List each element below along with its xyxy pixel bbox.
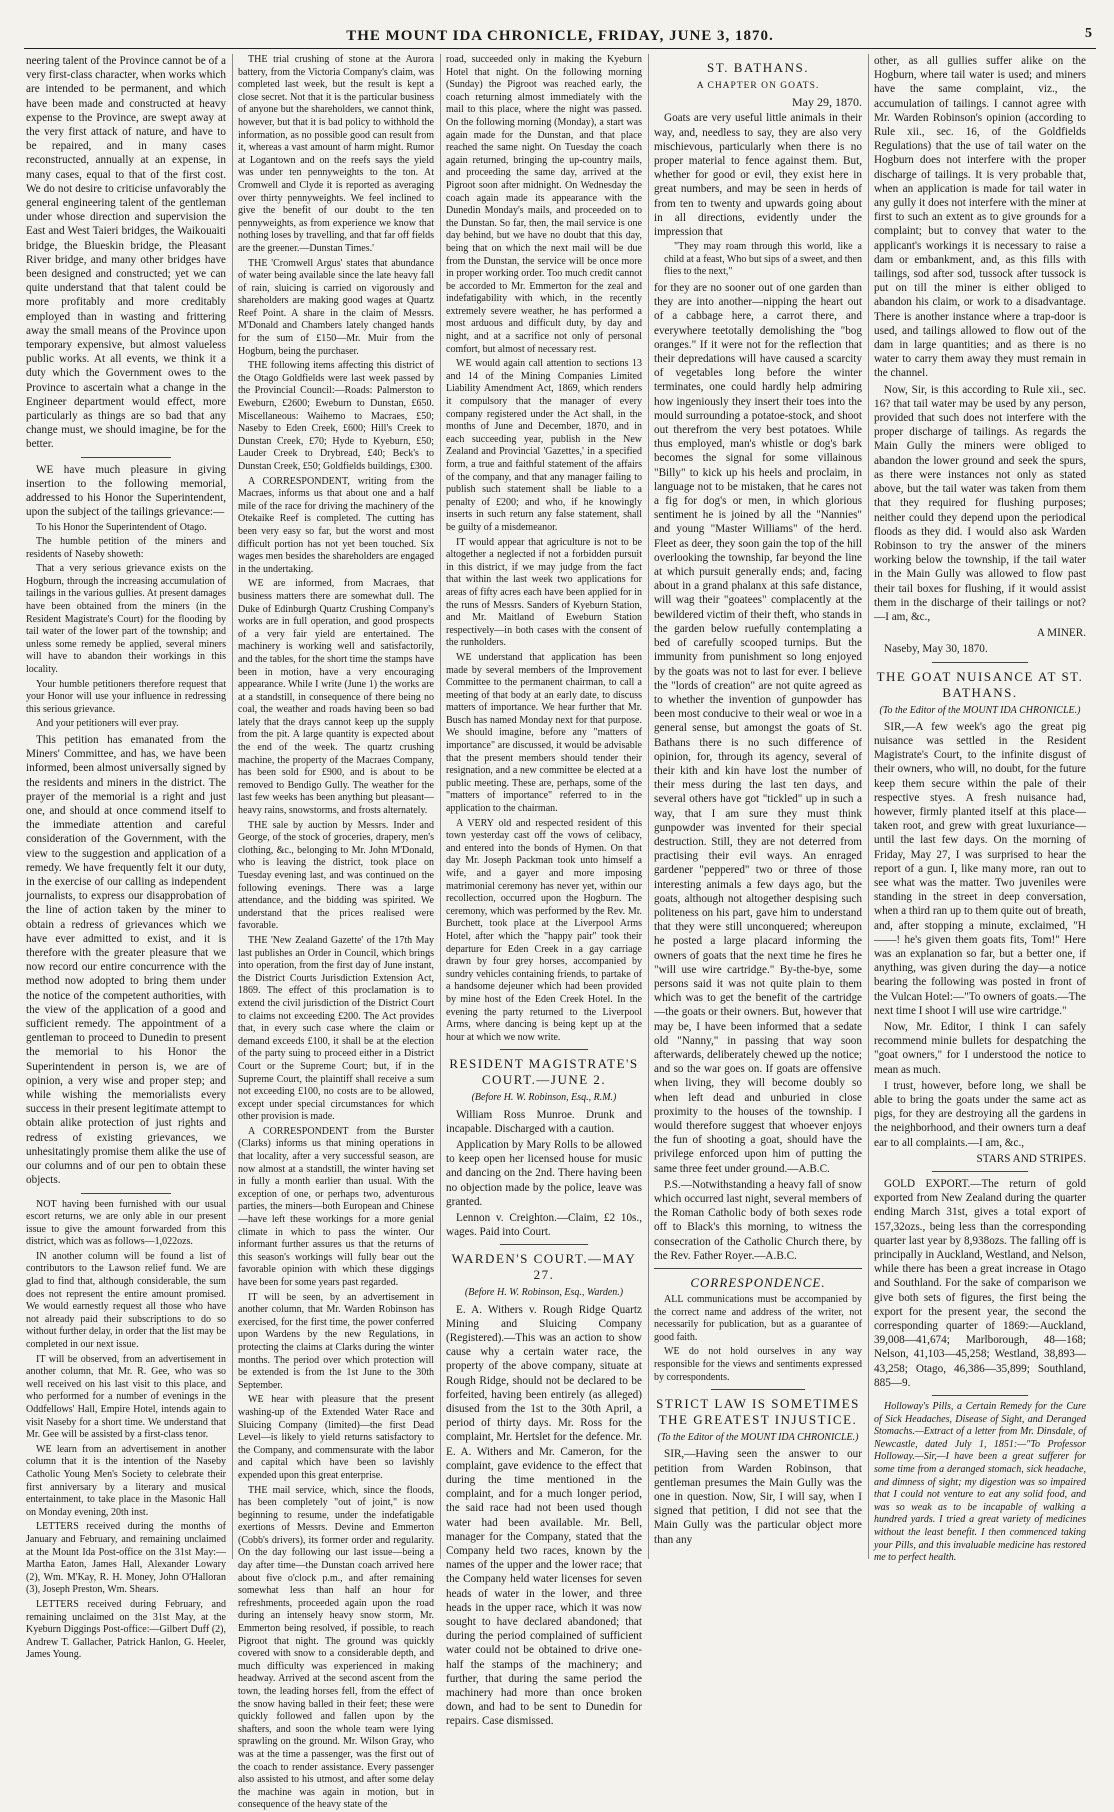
news-item: WE understand that application has been made by several members of the Improvement Committee to the permanent chairman, to call a meeting of that body at an early date, to discuss matters of importance. We hear further that Mr. Busch has named Monday next for that purpose. We should imagine, before any "matters of importance" are discussed, it would be advisable that the present members should tender their resignation, and a new committee be elected at a public meeting. These are, perhaps, some of the "matters of importance" referred to in the application to the chairman. [446,651,642,815]
verse-quote: "They may roam through this world, like a child at a feast, Who but sips of a sweet, and then flies to the next," [664,241,862,278]
news-item: IT will be seen, by an advertisement in another column, that Mr. Warden Robinson has exercised, for the first time, the power conferred upon Wardens by the new Regulations, in protecting the claims at Clarks during the winter months. The period over which protection will be extended is from the 1st June to the 30th September. [238,1291,434,1391]
article-paragraph: This petition has emanated from the Miners' Committee, and has, we have been informed, been almost universally signed by the residents and miners in the district. The prayer of the memorial is a right and just one, and should at once commend itself to the immediate attention and careful consideration of the Government, with the view to the suggestion and application of a remedy. We have frequently felt it our duty, in the exercise of our calling as independent journalists, to express our disapprobation of the line of action taken by the miner to obtain a redress of grievances which we have ever admitted to exist, and it is therefore with the greater pleasure that we now record our entire concurrence with the method now adopted to bring them under the notice of the competent authorities, with the view of the application of a good and sufficient remedy. The appointment of a gentleman to proceed to Dunedin to present the memorial to his Honor the Superintendent in person is, we are of opinion, a very wise and proper step; and while wishing the memorialists every success in their present legitimate attempt to obtain alike protection of just rights and redress of existing grievances, we unhesitatingly promise them alike the use of our columns and of our pen to obtain these objects. [26,734,226,1187]
section-heading-correspondence: CORRESPONDENCE. [690,1275,826,1291]
column-divider [868,54,869,1559]
section-heading-st-bathans: ST. BATHANS. [707,60,809,75]
section-heading-rmc: RESIDENT MAGISTRATE'S COURT.—JUNE 2. [449,1056,639,1088]
news-item: WE are informed, from Macraes, that business matters there are somewhat dull. The Duke of Edinburgh Quartz Crushing Company's works are in full operation, and good prospects of a very fair yield are entertained. The machinery is working well and satisfactorily, and the tables, for the short time the stamps have been in motion, have a very encouraging appearance. While I write (June 1) the works are at a standstill, in consequence of there being no coal, the weather and roads having been so bad lately that the drays cannot keep up the supply from the pit. A large quantity is expected about the end of the week. The quartz crushing machine, the property of the Macraes Company, has been sold for £900, and is about to be removed to Bendigo Gully. The weather for the last few weeks has been anything but pleasant—heavy rains, snowstorms, and frosts alternately. [238,578,434,817]
article-paragraph: neering talent of the Province cannot be of a very first-class character, when works which are intended to be permanent, and which have been made and constructed at heavy expense to the Province, are swept away at the very first attack of nature, and have to be repaired, and in many cases reconstructed, annually at an expense, in many cases, equal to that of the first cost. We do not desire to criticise unfavorably the general engineering talent of the gentleman under whose direction and supervision the East and West Taieri bridges, the Waikouaiti bridge, the Blueskin bridge, the Pleasant River bridge, and many other bridges have been designed and constructed; yet we can quite understand that that talent could be more profitably and more creditably employed than in wasting and frittering away the small means of the Province upon temporary expensive, but almost valueless public works. At all events, we think it a duty which the Government owes to the Province to ascertain what a change in the Engineer department would effect, more particularly as things are so bad that any change must, we should imagine, be for the better. [26,55,226,451]
court-paragraph: E. A. Withers v. Rough Ridge Quartz Mining and Sluicing Company (Registered).—This was an action to show cause why a certain water race, the property of the above company, situate at Rough Ridge, should not be declared to be forfeited, having been entirely (as alleged) disused from the 1st to the 30th April, a period of thirty days. Mr. Ross for the complaint, Mr. Hertslet for the defence. Mr. E. A. Withers and Mr. Cameron, for the complaint, gave evidence to the effect that during the time mentioned in the complaint, and for a much longer period, the said race had not been used though water had been available. Mr. Bell, manager for the Company, stated that the Company held two races, known by the names of the upper and the lower race; that the Company held water licenses for seven heads of water in the lower, and three heads in the upper race, which it was now sought to have declared abandoned; that during the period complained of sufficient water could not be obtained to drive one-half the stamps of the machinery; and further, that during the same period the machinery had more than once broken down, and had to be sent to Dunedin for repairs. Case dismissed. [446,1303,642,1728]
divider [81,457,171,458]
memorial-paragraph: And your petitioners will ever pray. [36,718,179,730]
letter-paragraph: SIR,—Having seen the answer to our petition from Warden Robinson, that gentleman presumes the Main Gully was the one in question. Now, Sir, I will say, when I signed that petition, I did not see that the Main Gully was the particular object more than any [654,1448,862,1546]
article-paragraph: for they are no sooner out of one garden than they are into another—nipping the heart out of a cabbage here, a carrot there, and everywhere teetotally demolishing the "bog oranges." If it were not for the reflection that their depredations will have caused a scarcity of vegetables long before the winter terminates, one could hardly help admiring how ingeniously they insert their toes into the mould surrounding a potatoe-stock, and shoot out therefrom the very best potatoes. While thus employed, man's whistle or dog's bark becomes the signal for some villainous "Billy" to kick up his heels and proclaim, in language not to be mistaken, that he cares not a fig for dog's or men, in which glorious sentiment he is joined by all the "Nannies" and young "Master Williams" of the herd. Fleet as deer, they soon gain the top of the hill overlooking the township, far beyond the line at which pursuit generally ends; and, facing about in a grand phalanx at this safe distance, will wag their "goatees" complacently at the bewildered victim of their theft, who stands in the garden below ruefully contemplating a bed of carefully scooped turnips. But the immunity from punishment so long enjoyed by the goats was not to last for ever. I believe the "lords of creation" are not quite agreed as to whether the invention of gunpowder has been most conducive to their weal or woe in a general sense, but amongst the goats of St. Bathans there is no such difference of opinion, for, through its agency, several of their kith and kin have lost the number of their mess during the last ten days, and several others have got "tickled" up in such a way, that I am sure they must think gunpowder was invented for their special destruction. Still, they are not deterred from practising their evil ways. An enraged gardener "peppered" two or three of those interesting animals a few days ago, but the goats, although not altogether despising such politeness on his part, gave him to understand that they were still unconquered; whereupon he posted a large placard informing the owners of goats that the next time he fires he "will use wire cartridge." By-the-bye, some persons said it was not quite plain to them which was to get the benefit of the cartridge—the goats or their owners. But, however that may be, I have been informed that a sedate old "Nanny," in passing that way soon afterwards, deliberately chewed up the notice; and so the war goes on. If goats are offensive when living, they will become doubly so when left dead and unburied in close proximity to the houses of the township. I would therefore suggest that whoever enjoys the fun of shooting a goat, should have the privilege enforced upon him of putting the same three feet under ground.—A.B.C. [654,282,862,1175]
column-divider [232,54,233,1559]
news-item: THE following items affecting this district of the Otago Goldfields were last week passed by the Provincial Council:—Roads: Palmerston to Eweburn, £2600; Eweburn to Dunstan, £650. Miscellaneous: Waihemo to Macraes, £50; Naseby to Eden Creek, £600; Hill's Creek to Dunstan Creek, £70; Hyde to Kyeburn, £50; Lauder Creek to Drybread, £40; Beck's to Dunstan Creek, £50; Goldfields buildings, £300. [238,360,434,472]
news-item: IT would appear that agriculture is not to be altogether a neglected if not a forbidden pursuit in this district, if we may judge from the fact that within the last week two applications for areas of fifty acres each have been applied for in the runs of Messrs. Sanders of Kyeburn Station, and Mr. Maitland of Eweburn Station respectively—in both cases with the consent of the runholders. [446,536,642,649]
letter-paragraph: other, as all gullies suffer alike on the Hogburn, where tail water is used; and miners have the same complaint, viz., the accumulation of tailings. I cannot agree with Mr. Warden Robinson's opinion (according to Rule xii., sec. 16, of the Goldfields Regulations) that the use of tail water on the Hogburn does not interfere with the proper discharge of tailings. It is very probable that, when an application is made for tail water in any gully it does not interfere with the miner at first to such an extent as to give grounds for a complaint; but to convey that water to the applicant's workings it is necessary to raise a dam or embankment, and, as this fills with tailings, sod after sod, tussock after tussock is put on till the miner is either obliged to abandon his claim, or work to a disadvantage. There is another instance where a trap-door is used, and tailings allowed to flow out of the dam in large quantities; and as there is no water to carry them away they must remain in the channel. [874,55,1086,380]
news-item: THE 'New Zealand Gazette' of the 17th May last publishes an Order in Council, which brings into operation, from the first day of June instant, the District Courts Jurisdiction Extension Act, 1869. The effect of this proclamation is to extend the civil jurisdiction of the District Court to claims not exceeding £200. The Act provides that, in every such case where the claim or demand exceeds £100, it shall be at the election of the party suing to proceed either in a District Court or the Supreme Court; but, if in the Supreme Court, the plaintiff shall receive a sum not exceeding £100, no costs are to be allowed, except under special circumstances for which other provision is made. [238,934,434,1123]
divider [500,1049,588,1050]
divider [932,1171,1027,1172]
news-item: WE hear with pleasure that the present washing-up of the Extended Water Race and Sluicing Company (limited)—the first Dead Level—is likely to yield returns satisfactory to the Company, and commensurate with the labor and capital which have been so lavishly expended upon this great enterprise. [238,1394,434,1481]
letter-note: (To the Editor of the MOUNT IDA CHRONICLE.) [879,704,1081,716]
notice-paragraph: ALL communications must be accompanied by the correct name and address of the writer, not necessarily for publication, but as a guarantee of good faith. [654,1294,862,1343]
divider [500,1244,588,1245]
column-divider [440,54,441,1559]
news-item: WE learn from an advertisement in another column that it is the intention of the Naseby Catholic Young Men's Society to celebrate their first anniversary by a literary and musical entertainment, to take place in the Masonic Hall on Monday evening, 20th inst. [26,1443,226,1518]
column-4 [654,54,862,1557]
news-item: road, succeeded only in making the Kyeburn Hotel that night. On the following morning (Sunday) the Pigroot was reached early, the coach returning almost immediately with the mail to this place, where the night was passed. On the following morning (Monday), a start was again made for the Dunstan, and that place reached the same night. On Tuesday the coach again returned, bringing the up-country mails, and proceeding the same day, arrived at the Pigroot soon after midnight. On Wednesday the coach again made its appearance with the Dunedin Monday's mails, and proceeded on to the Dunstan. So far, then, the mail service is one day behind, but we have no doubt that this day, being that on which the next mail will be due from the Dunstan, the service will be once more in proper working order. Too much credit cannot be accorded to Mr. Emmerton for the zeal and indefatigability with which, in the recently extremely severe weather, he has performed a most arduous and difficult duty, by day and night, and at a sacrifice not only of personal comfort, but almost of necessary rest. [446,54,642,355]
news-item: A CORRESPONDENT, writing from the Macraes, informs us that about one and a half mile of the race for driving the machinery of the Otekaike Reef is completed. The cutting has been very easy so far, but the worst and most difficult portion has not yet been touched. Six wages men besides the shareholders are engaged in the undertaking. [238,475,434,575]
letter-dateline: Naseby, May 30, 1870. [884,643,988,656]
letter-paragraph: Now, Sir, is this according to Rule xii., sec. 16? that tail water may be used by any person, provided that such does not interfere with the proper discharge of tailings. As regards the Main Gully the miners were obliged to abandon the lower ground and seek the spurs, as there were instances not only as stated above, but the tail water was taken from them that they required for flushing purposes; neither could they depend upon the periodical floods as they did. I would also ask Warden Robinson to try the answer of the miners working below the township, if the tail water in the Main Gully was allowed to flow past their tail boxes for flushing, if it would assist them in the discharge of their tailings or not?—I am, &c., [874,383,1086,623]
news-item: WE would again call attention to sections 13 and 14 of the Mining Companies Limited Liability Amendment Act, 1869, which renders it compulsory that the manager of every company registered under the Act shall, in the months of June and December, 1870, and in each succeeding year, publish in the New Zealand and Provincial 'Gazettes,' in a specified form, a true and faithful statement of the affairs of the company, and that any manager failing to publish such statement shall be liable to a penalty of £200; and who, if he knowingly inserts in such return any false statement, shall be guilty of a misdemeanor. [446,358,642,533]
newspaper-title: THE MOUNT IDA CHRONICLE, FRIDAY, JUNE 3, 1870. [346,28,774,44]
column-1 [26,54,226,1661]
letter-heading: THE GOAT NUISANCE AT ST. BATHANS. [876,668,1084,700]
court-subheading: (Before H. W. Robinson, Esq., Warden.) [464,1287,624,1299]
letter-paragraph: SIR,—A few week's ago the great pig nuisance was settled in the Resident Magistrate's Court, to the infinite disgust of their owners, who will, no doubt, for the future keep them secure within the pale of their respective styes. A fresh nuisance had, however, firmly planted itself at this place—taken root, and grew with great luxuriance—until the last few days. On the morning of Friday, May 27, I was surprised to hear the report of a gun. I, like many more, ran out to see what was the matter. Two juveniles were standing in the street in deep conversation, when a third ran up to them quite out of breath, and, after stopping a minute, exclaimed, "H——! he's given them goats fits, Tom!" Here was an explanation so far, but a better one, if anything, was given during the day—a notice bearing the following was posted in front of the Vulcan Hotel:—"To owners of goats.—The next time I shoot I will use wire cartridge." [874,720,1086,1017]
court-paragraph: Lennon v. Creighton.—Claim, £2 10s., wages. Paid into Court. [446,1211,642,1239]
article-paragraph: WE have much pleasure in giving insertion to the following memorial, addressed to his Honor the Superintendent, upon the subject of the tailings grievance:— [26,463,226,519]
masthead [24,22,1096,49]
news-item: IT will be observed, from an advertisement in another column, that Mr. R. Gee, who was so well received on his last visit to this place, and who performed for a number of evenings in the Oddfellows' Hall, Empire Hotel, intends again to visit Naseby for a short time. We understand that Mr. Gee will be assisted by a first-class tenor. [26,1353,226,1441]
news-item: THE sale by auction by Messrs. Inder and George, of the stock of groceries, drapery, men's clothing, &c., belonging to Mr. John M'Donald, who is leaving the district, took place on Tuesday evening last, and was continued on the following evenings. There was a large attendance, and the bidding was spirited. We understand that the prices realised were favorable. [238,819,434,932]
court-paragraph: Application by Mary Rolls to be allowed to keep open her licensed house for music and dancing on the 2nd. There having been no objection made by the police, leave was granted. [446,1138,642,1208]
notice-paragraph: WE do not hold ourselves in any way responsible for the views and sentiments expressed by correspondents. [654,1346,862,1383]
letter-paragraph: I trust, however, before long, we shall be able to bring the goats under the same act as pigs, for they are destroying all the gardens in the neighborhood, and their owners turn a deaf ear to all complaints.—I am, &c., [874,1079,1086,1149]
news-item: IN another column will be found a list of contributors to the Lawson relief fund. We are glad to find that, although considerable, the sum does not represent the entire amount promised. We would earnestly request all those who have not already paid their subscriptions to do so without further delay, in order that the list may be completed in our next issue. [26,1250,226,1351]
section-subheading: A CHAPTER ON GOATS. [696,81,820,91]
memorial-paragraph: Your humble petitioners therefore request that your Honor will use your influence in redressing this serious grievance. [26,678,226,715]
letter-note: (To the Editor of the MOUNT IDA CHRONICLE.) [657,1432,859,1444]
dateline: May 29, 1870. [792,95,862,110]
letter-signature: STARS AND STRIPES. [976,1152,1086,1165]
news-item: LETTERS received during the months of January and February, and remaining unclaimed at the Mount Ida Post-office on the 31st May:—Martha Eaton, James Hall, Alexander Lowary (2), Wm. M'Kay, R. H. Money, John O'Halloran (3), Joseph Preston, Wm. Shears. [26,1521,226,1596]
advertisement-paragraph: Holloway's Pills, a Certain Remedy for the Cure of Sick Headaches, Disease of Sight, and Deranged Stomachs.—Extract of a letter from Mr. Dinsdale, of Newcastle, dated July 1, 1851:—"To Professor Holloway.—Sir,—I have been a great sufferer for some time from a deranged stomach, sick headache, and dimness of sight; my digestion was so impaired that I could not venture to eat any solid food, and was so weak as to be incapable of walking a hundred yards. I tried a great variety of medicines without the least benefit. I then commenced taking your Pills, and this invaluable medicine has restored me to perfect health. [874,1401,1086,1564]
news-item: THE 'Cromwell Argus' states that abundance of water being available since the late heavy fall of rain, sluicing is carried on vigorously and shareholders are making good wages at Quartz Reef Point. A share in the claim of Messrs. M'Donald and Chambers lately changed hands for the sum of £150—Mr. Muir from the Hogburn, being the purchaser. [238,257,434,357]
news-item: NOT having been furnished with our usual escort returns, we are only able in our present issue to give the amount forwarded from this district, which was as follows—1,022ozs. [26,1198,226,1248]
news-item: THE mail service, which, since the floods, has been completely "out of joint," is now beginning to resume, under the indefatigable exertions of Messrs. Devine and Emmerton (Cobb's drivers), its former order and regularity. On the day following our last issue—being a day after time—the Dunstan coach arrived here about five o'clock p.m., and after remaining somewhat less than half an hour for refreshments, proceeded again upon the road during an intensely heavy snow storm, Mr. Emmerton being resolved, if possible, to reach Pigroot that night. The ground was quickly covered with snow to a considerable depth, and much difficulty was experienced in making headway. Arrived at the second ascent from the town, the leading horses fell, from the effect of the snow having balled in their feet; these were quickly followed and fallen upon by the shafters, and soon the whole team were lying sprawling on the ground. Mr. Wilson Gray, who was at the time a passenger, was the first out of the coach to render assistance. Every passenger also assisted to his utmost, and after some delay the machine was again in motion, but in consequence of the heavy state of the [238,1484,434,1811]
divider [711,1389,805,1390]
column-2 [238,54,434,1811]
letter-heading: STRICT LAW IS SOMETIMES THE GREATEST INJUSTICE. [656,1396,860,1428]
column-5 [874,54,1086,1564]
news-item: A CORRESPONDENT from the Burster (Clarks) informs us that mining operations in that locality, after a very successful season, are now almost at a standstill, the winter having set in fully a month earlier than usual. With the exception of one, or perhaps two, adventurous parties, the miners—both European and Chinese—have left these workings for a more genial climate in which to pass the winter. Our informant further assures us that the returns of this season's workings will fully bear out the favorable opinion with which these diggings have been for some years past regarded. [238,1125,434,1288]
court-paragraph: William Ross Munroe. Drunk and incapable. Discharged with a caution. [446,1108,642,1135]
memorial-paragraph: The humble petition of the miners and residents of Naseby showeth: [26,536,226,560]
column-divider [648,54,649,1559]
letter-signature: A MINER. [1036,627,1086,640]
divider [932,1395,1027,1396]
divider [932,662,1027,663]
section-heading-warden: WARDEN'S COURT.—MAY 27. [451,1251,637,1283]
news-item: GOLD EXPORT.—The return of gold exported from New Zealand during the quarter ending March 31st, gives a total export of 157,32ozs., being less than the corresponding quarter last year by 8,938ozs. The falling off is principally in Auckland, Westland, and Nelson, while there has been a great increase in Otago and Southland. For the sake of comparison we give both sets of figures, the first being the export for the present year, the second the corresponding quarter of 1869:—Auckland, 39,008—41,674; Marlborough, 48—168; Nelson, 41,103—45,258; Westland, 38,893—43,258; Otago, 46,386—35,899; Southland, 885—9. [874,1178,1086,1389]
article-paragraph: Goats are very useful little animals in their way, and, needless to say, they are also very mischievous, particularly when there is no proper material to fence against them. But, whether for good or evil, they exist here in great numbers, and may be seen in herds of from ten to twenty and upwards going about in all directions, evidently under the impression that [654,112,862,239]
news-item: THE trial crushing of stone at the Aurora battery, from the Victoria Company's claim, was completed last week, but the result is kept a close secret. Not that it is the particular business of anyone but the shareholders, we cannot think, however, but that it is bad policy to withhold the information, as no possible good can result from it, whereas a vast amount of harm might. Rumor at Logantown and on the reefs says the yield was under ten pennyweights to the ton. At Cromwell and Clyde it is reported as averaging over thirty pennyweights. We feel inclined to give the benefit of our doubt to the ten pennyweights, as from experience we know that nothing loses by travelling, and that far off fields are the greener.—Dunstan Times.' [238,54,434,254]
court-subheading: (Before H. W. Robinson, Esq., R.M.) [471,1092,617,1104]
page-number: 5 [1085,26,1092,41]
column-3 [446,54,642,1728]
letter-paragraph: Now, Mr. Editor, I think I can safely recommend minie bullets for despatching the "goat owners," for I understood the notice to mean as much. [874,1021,1086,1076]
memorial-heading: To his Honor the Superintendent of Otago. [36,521,207,533]
news-item: A VERY old and respected resident of this town yesterday cast off the vows of celibacy, and entered into the bonds of Hymen. On that day Mr. Joseph Packman took unto himself a wife, and a gayer and more imposing matrimonial ceremony has never yet, within our recollection, occurred upon the Hogburn. The ceremony, which was performed by the Rev. Mr. Burchett, took place at the Liverpool Arms Hotel, after which the "happy pair" took their departure for Eden Creek in a gay carriage drawn by four grey horses, accompanied by sundry vehicles containing friends, to partake of a handsome dejeuner which had been provided by mine host of the Eden Creek Hotel. In the evening the party returned to the Liverpool Arms, where dancing is being kept up at the hour at which we now write. [446,817,642,1043]
memorial-paragraph: That a very serious grievance exists on the Hogburn, through the increasing accumulation of tailings in the various gullies. At present damages have been obtained from the miners (in the Resident Magistrate's Court) for the flooding by tail water of the lower part of the township; and unless some remedy be applied, several miners will have to abandon their workings in this locality. [26,563,226,676]
article-paragraph: P.S.—Notwithstanding a heavy fall of snow which occurred last night, several members of the Roman Catholic body of both sexes rode off to Black's this morning, to witness the consecration of the Catholic Church there, by the Rev. Father Royer.—A.B.C. [654,1178,862,1262]
divider [81,1193,171,1194]
news-item: LETTERS received during February, and remaining unclaimed on the 31st May, at the Kyeburn Diggings Post-office:—Gilbert Duff (2), Andrew T. Gallacher, Patrick Hanlon, G. Heeler, James Young. [26,1598,226,1661]
divider [654,1268,862,1269]
